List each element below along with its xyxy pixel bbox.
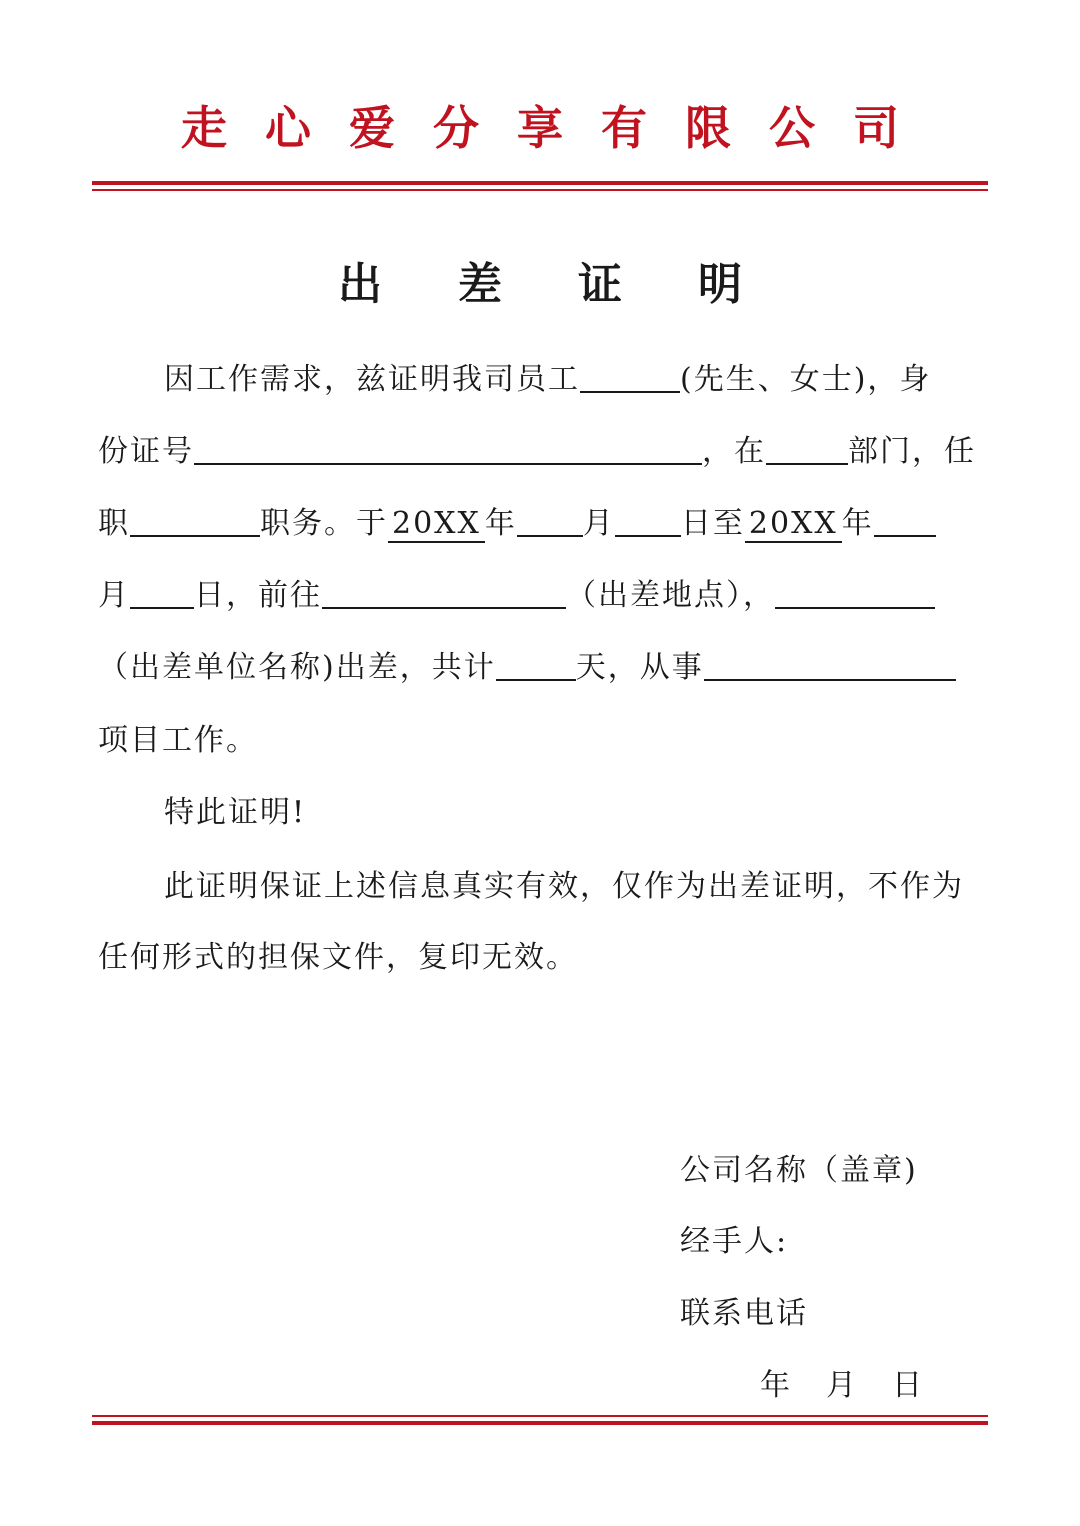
start-day-blank (615, 505, 681, 537)
text-segment: 天，从事 (575, 650, 704, 685)
text-segment: 因工作需求，兹证明我司员工 (164, 362, 580, 397)
body-line-6: 项目工作。 (98, 723, 258, 758)
id-number-blank (194, 433, 702, 465)
validity-statement-line-2: 任何形式的担保文件，复印无效。 (98, 940, 578, 975)
body-line-1 (98, 354, 1042, 398)
destination-blank (322, 577, 566, 609)
signature-date (760, 1360, 922, 1404)
text-segment: 职务。于 (260, 506, 388, 541)
signature-handler: 经手人: (680, 1224, 789, 1259)
text-segment: 职 (98, 506, 130, 541)
body-line-5 (98, 642, 976, 686)
validity-statement-line-1: 此证明保证上述信息真实有效，仅作为出差证明，不作为 (164, 869, 964, 904)
end-day-blank (130, 577, 194, 609)
employee-name-blank (580, 361, 680, 393)
certify-statement: 特此证明! (164, 795, 307, 830)
date-year-label: 年 (760, 1368, 790, 1403)
department-blank (766, 433, 848, 465)
host-unit-blank (775, 577, 935, 609)
text-segment: 份证号 (98, 434, 194, 469)
text-segment: 部门，任 (848, 434, 976, 469)
text-segment: （出差单位名称)出差，共计 (98, 650, 496, 685)
body-line-3 (98, 498, 976, 542)
text-segment: 年 (484, 506, 517, 541)
company-letterhead: 走心爱分享有限公司 (181, 101, 937, 155)
text-segment: 年 (841, 506, 874, 541)
text-segment: 日至 (680, 506, 745, 541)
end-month-blank (874, 505, 936, 537)
project-blank (704, 649, 956, 681)
body-line-2 (98, 426, 976, 470)
text-segment: 月 (98, 578, 130, 613)
start-month-blank (517, 505, 583, 537)
date-day-label: 日 (892, 1368, 922, 1403)
days-blank (496, 649, 576, 681)
header-double-rule (92, 181, 988, 191)
footer-double-rule (92, 1415, 988, 1425)
body-line-4 (98, 570, 976, 614)
text-segment: （出差地点）， (566, 578, 775, 613)
document-title: 出差证明 (338, 259, 818, 310)
text-segment: 日，前往 (194, 578, 322, 613)
start-year: 20XX (388, 506, 485, 543)
position-blank (130, 505, 260, 537)
signature-company: 公司名称（盖章) (680, 1153, 918, 1188)
text-segment: 月 (582, 506, 615, 541)
date-month-label: 月 (826, 1368, 856, 1403)
text-segment: ，在 (702, 434, 766, 469)
text-segment: (先生、女士)，身 (680, 362, 932, 397)
end-year: 20XX (745, 506, 842, 543)
signature-phone: 联系电话 (680, 1296, 808, 1331)
